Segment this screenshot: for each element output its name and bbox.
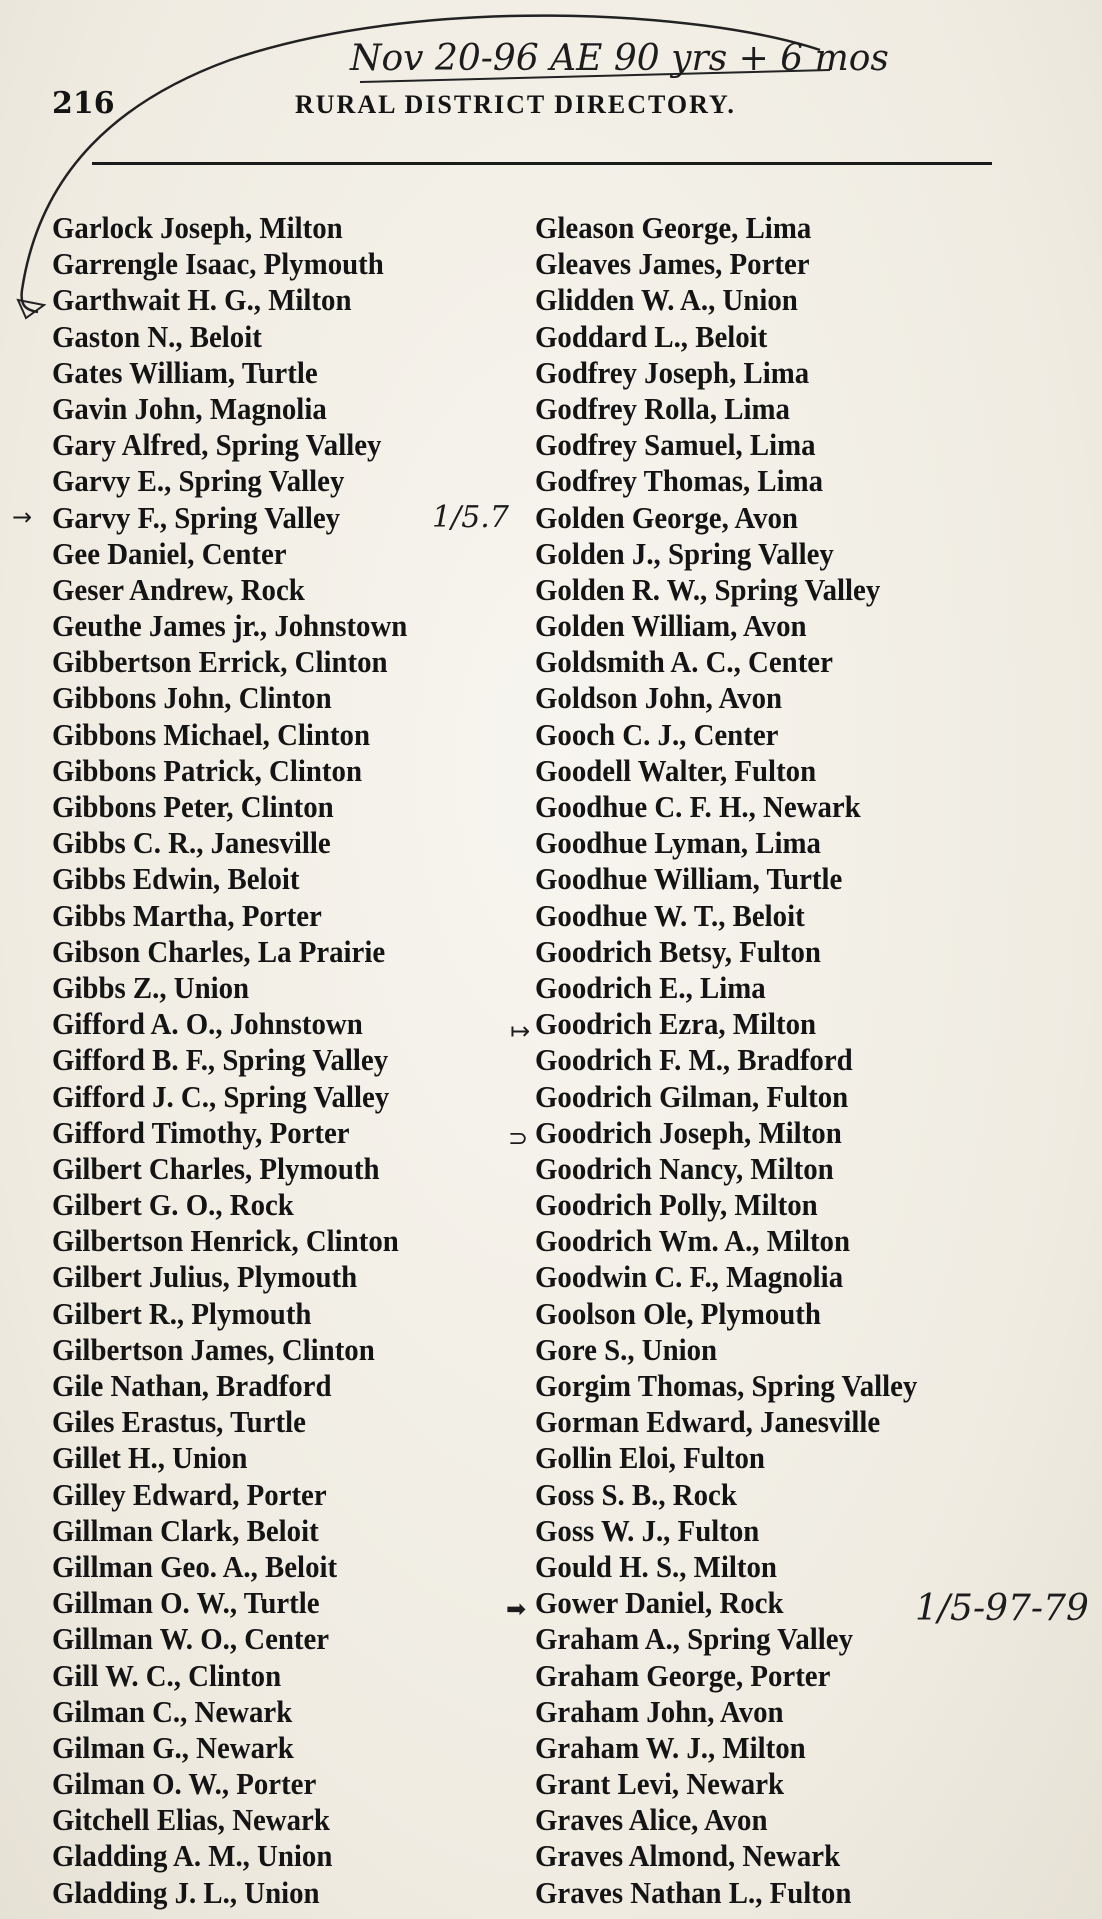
directory-entry: Gibbertson Errick, Clinton — [52, 644, 388, 680]
directory-entry: Godfrey Thomas, Lima — [535, 463, 824, 499]
directory-entry: Goodwin C. F., Magnolia — [535, 1259, 844, 1295]
directory-entry: Gilbert Charles, Plymouth — [52, 1150, 380, 1186]
directory-entry: Graham John, Avon — [535, 1693, 784, 1729]
directory-entry: Gaston N., Beloit — [52, 318, 262, 354]
directory-entry: Gollin Eloi, Fulton — [535, 1440, 765, 1476]
directory-entry: Geuthe James jr., Johnstown — [52, 608, 408, 644]
directory-entry: Gitchell Elias, Newark — [52, 1802, 330, 1838]
directory-entry: Gilbert R., Plymouth — [52, 1295, 312, 1331]
directory-entry: Graham W. J., Milton — [535, 1729, 806, 1765]
directory-entry: Gary Alfred, Spring Valley — [52, 427, 382, 463]
directory-entry: Goss S. B., Rock — [535, 1476, 737, 1512]
directory-entry: Gillman Geo. A., Beloit — [52, 1548, 338, 1584]
margin-arrow-mark: ⊃ — [508, 1124, 529, 1152]
directory-entry: Gifford A. O., Johnstown — [52, 1006, 363, 1042]
directory-column-right — [535, 210, 946, 1911]
directory-entry: Golden William, Avon — [535, 608, 807, 644]
directory-entry: Gibbons Peter, Clinton — [52, 789, 334, 824]
directory-entry: Gorgim Thomas, Spring Valley — [535, 1368, 918, 1403]
directory-entry: Gill W. C., Clinton — [52, 1657, 282, 1693]
directory-entry: Gifford Timothy, Porter — [52, 1114, 350, 1150]
directory-entry: Golden J., Spring Valley — [535, 535, 834, 571]
directory-entry: Gibbons John, Clinton — [52, 680, 332, 716]
directory-entry: Goodhue C. F. H., Newark — [535, 789, 861, 824]
directory-entry: Gower Daniel, Rock — [535, 1585, 784, 1621]
directory-entry: Gibson Charles, La Prairie — [52, 933, 386, 969]
directory-entry: Gillet H., Union — [52, 1440, 248, 1476]
directory-entry: Goodhue William, Turtle — [535, 861, 843, 897]
directory-entry: Gavin John, Magnolia — [52, 390, 327, 426]
directory-entry: Gooch C. J., Center — [535, 716, 779, 752]
directory-entry: Gilbert Julius, Plymouth — [52, 1259, 358, 1295]
directory-entry: Graham A., Spring Valley — [535, 1621, 854, 1657]
directory-entry: Goldson John, Avon — [535, 680, 783, 716]
directory-entry: Garthwait H. G., Milton — [52, 282, 352, 318]
directory-entry: Glidden W. A., Union — [535, 282, 798, 318]
directory-entry: Goodrich Gilman, Fulton — [535, 1078, 849, 1114]
directory-entry: Garrengle Isaac, Plymouth — [52, 246, 384, 282]
header-rule — [92, 162, 992, 165]
directory-entry: Gilman O. W., Porter — [52, 1766, 317, 1802]
directory-entry: Golden R. W., Spring Valley — [535, 571, 881, 607]
directory-entry: Goddard L., Beloit — [535, 318, 768, 354]
directory-entry: Gifford J. C., Spring Valley — [52, 1078, 390, 1114]
directory-entry: Gleaves James, Porter — [535, 246, 810, 282]
directory-entry: Gladding A. M., Union — [52, 1838, 333, 1874]
directory-entry: Gibbs Martha, Porter — [52, 897, 322, 933]
directory-entry: Goodrich F. M., Bradford — [535, 1042, 853, 1078]
margin-arrow-mark: ➡ — [506, 1595, 527, 1623]
directory-column-left — [52, 210, 434, 1911]
directory-entry: Gibbons Michael, Clinton — [52, 716, 371, 752]
directory-entry: Godfrey Rolla, Lima — [535, 390, 790, 426]
directory-entry: Gould H. S., Milton — [535, 1548, 777, 1584]
directory-entry: Golden George, Avon — [535, 499, 798, 535]
directory-entry: Godfrey Samuel, Lima — [535, 427, 816, 463]
directory-entry: Goodrich Nancy, Milton — [535, 1150, 834, 1186]
directory-entry: Gifford B. F., Spring Valley — [52, 1042, 389, 1078]
directory-entry: Goolson Ole, Plymouth — [535, 1295, 821, 1331]
directory-entry: Goldsmith A. C., Center — [535, 644, 833, 680]
directory-entry: Grant Levi, Newark — [535, 1766, 785, 1802]
directory-entry: Geser Andrew, Rock — [52, 571, 305, 607]
directory-entry: Goodell Walter, Fulton — [535, 752, 817, 788]
directory-entry: Gilley Edward, Porter — [52, 1476, 327, 1512]
directory-entry: Garvy E., Spring Valley — [52, 463, 345, 499]
directory-entry: Gore S., Union — [535, 1331, 718, 1367]
directory-entry: Gile Nathan, Bradford — [52, 1368, 332, 1403]
directory-entry: Gilbert G. O., Rock — [52, 1187, 294, 1223]
directory-entry: Graves Nathan L., Fulton — [535, 1874, 852, 1910]
directory-entry: Graves Almond, Newark — [535, 1838, 841, 1874]
directory-entry: Gilman G., Newark — [52, 1729, 294, 1765]
page-number: 216 — [52, 86, 115, 121]
handwritten-note-top: Nov 20-96 AE 90 yrs + 6 mos — [350, 38, 889, 79]
directory-entry: Graves Alice, Avon — [535, 1802, 768, 1838]
directory-entry: Gleason George, Lima — [535, 210, 812, 245]
directory-entry: Garlock Joseph, Milton — [52, 210, 343, 245]
margin-arrow-mark: → — [12, 503, 33, 531]
directory-entry: Gillman Clark, Beloit — [52, 1512, 319, 1548]
margin-arrow-mark: ↦ — [510, 1017, 531, 1045]
directory-entry: Giles Erastus, Turtle — [52, 1404, 306, 1440]
directory-entry: Godfrey Joseph, Lima — [535, 354, 810, 390]
directory-entry: Gibbs Edwin, Beloit — [52, 861, 300, 897]
directory-entry: Garvy F., Spring Valley — [52, 499, 341, 535]
directory-entry: Gee Daniel, Center — [52, 535, 287, 571]
directory-entry: Graham George, Porter — [535, 1657, 831, 1693]
directory-entry: Gillman W. O., Center — [52, 1621, 330, 1657]
directory-entry: Gibbons Patrick, Clinton — [52, 752, 362, 788]
directory-entry: Goodrich Wm. A., Milton — [535, 1223, 851, 1259]
directory-entry: Goss W. J., Fulton — [535, 1512, 760, 1548]
running-head: RURAL DISTRICT DIRECTORY. — [295, 90, 736, 119]
handwritten-note-gower: 1/5-97-79 — [915, 1588, 1089, 1629]
directory-entry: Gilman C., Newark — [52, 1693, 293, 1729]
directory-entry: Gibbs C. R., Janesville — [52, 825, 331, 861]
directory-entry: Goodrich Ezra, Milton — [535, 1006, 817, 1042]
directory-entry: Gates William, Turtle — [52, 354, 318, 390]
directory-entry: Goodrich Joseph, Milton — [535, 1114, 842, 1150]
directory-entry: Gorman Edward, Janesville — [535, 1404, 881, 1440]
directory-entry: Goodrich E., Lima — [535, 969, 766, 1005]
directory-entry: Gilbertson Henrick, Clinton — [52, 1223, 399, 1259]
directory-entry: Gilbertson James, Clinton — [52, 1331, 375, 1367]
handwritten-note-garvy: 1/5.7 — [432, 500, 509, 535]
directory-entry: Gillman O. W., Turtle — [52, 1585, 320, 1621]
directory-entry: Gladding J. L., Union — [52, 1874, 320, 1910]
directory-entry: Goodrich Polly, Milton — [535, 1187, 818, 1223]
directory-entry: Goodhue Lyman, Lima — [535, 825, 821, 861]
directory-entry: Goodrich Betsy, Fulton — [535, 933, 821, 969]
directory-entry: Goodhue W. T., Beloit — [535, 897, 805, 933]
directory-entry: Gibbs Z., Union — [52, 969, 250, 1005]
